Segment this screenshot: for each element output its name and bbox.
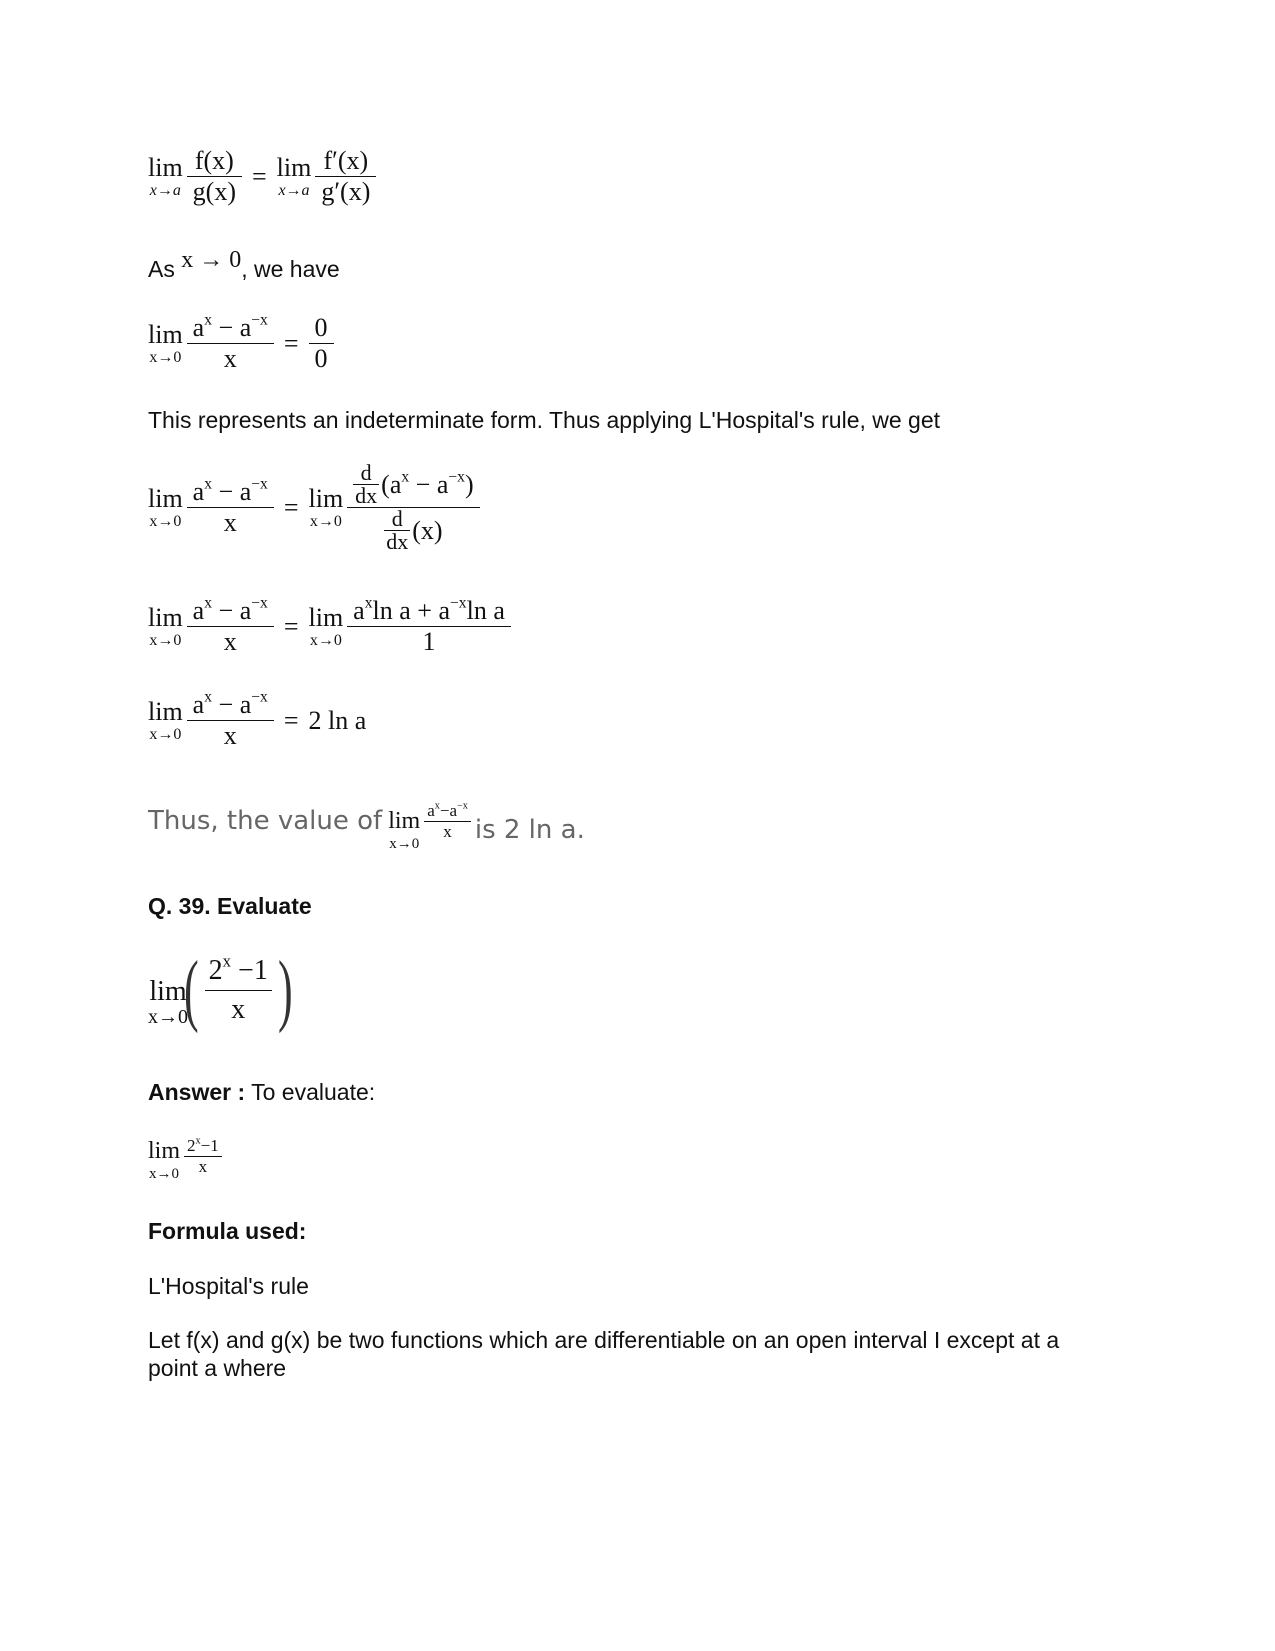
denominator: 0	[314, 344, 328, 373]
lim-word: lim	[148, 152, 183, 182]
numerator: $a^x - a^{-x}$	[192, 688, 268, 719]
lim-word: lim	[149, 976, 187, 1007]
derivative-evaluated-formula	[148, 596, 511, 657]
lim-word: lim	[308, 483, 344, 513]
fraction	[187, 146, 242, 207]
lim-subscript: x→0	[149, 725, 182, 743]
numerator: 2$^x$ −1	[208, 950, 268, 986]
answer-label: Answer :	[148, 1079, 246, 1105]
lim-subscript: x→a	[278, 181, 310, 199]
derivative-formula	[148, 462, 480, 553]
we-have-text: , we have	[241, 256, 340, 282]
as-x-to-zero-line	[148, 247, 340, 285]
formula-used-heading: Formula used:	[148, 1218, 307, 1244]
lim-subscript: x→0	[309, 512, 342, 530]
fraction	[315, 146, 376, 207]
numerator: $a^x - a^{-x}$	[192, 475, 268, 506]
conclusion-line	[148, 790, 585, 852]
question-heading: Q. 39. Evaluate	[148, 893, 312, 919]
numerator: $a^x - a^{-x}$	[192, 594, 268, 625]
thus-text: Thus, the value of	[148, 806, 383, 836]
numerator: $a^x\ln$ $a + a^{-x}\ln$ a	[353, 594, 505, 625]
denominator: g(x)	[192, 177, 236, 206]
denominator: $\frac{d}{dx}$ (x)	[386, 506, 443, 554]
fraction	[309, 313, 334, 374]
lim-word: lim	[148, 319, 183, 349]
result-value: 2 ln a	[308, 705, 367, 735]
answer-text: To evaluate:	[245, 1079, 376, 1105]
equals-sign: =	[283, 328, 299, 358]
as-text: As	[148, 256, 175, 282]
denominator: x	[443, 821, 452, 841]
equals-sign: =	[283, 492, 299, 522]
numerator: $a^x - a^{-x}$	[192, 311, 268, 342]
lim-subscript: x→0	[149, 348, 182, 366]
fraction	[347, 596, 511, 657]
lim-subscript: x→0	[149, 512, 182, 530]
numerator: 0	[314, 313, 328, 342]
lim-subscript: x→0	[148, 1006, 188, 1028]
indeterminate-formula	[148, 313, 334, 374]
lim-word: lim	[308, 602, 344, 632]
lim-word: lim	[276, 152, 312, 182]
denominator: x	[223, 627, 237, 656]
fraction	[187, 690, 274, 751]
denominator: x	[223, 508, 237, 537]
fraction	[187, 477, 274, 538]
lim-word: lim	[148, 602, 183, 632]
result-formula	[148, 690, 366, 751]
lhospital-formula	[148, 146, 376, 207]
answer-line	[148, 1077, 375, 1107]
numerator: f(x)	[194, 146, 234, 175]
is-value-text: is 2 ln a.	[474, 815, 585, 845]
denominator: x	[231, 993, 246, 1025]
evaluate-formula	[148, 1130, 222, 1182]
lim-subscript: x→0	[149, 631, 182, 649]
as-math: x → 0	[181, 247, 242, 273]
rule-name: L'Hospital's rule	[148, 1273, 309, 1299]
fraction	[187, 596, 274, 657]
fraction	[424, 801, 471, 842]
lim-word: lim	[148, 483, 183, 513]
equals-sign: =	[252, 161, 267, 191]
numerator: f′(x)	[323, 146, 369, 175]
numerator: $2^x-1$	[187, 1134, 219, 1155]
right-paren: )	[277, 946, 293, 1034]
question-formula	[148, 946, 298, 1034]
equals-sign: =	[283, 611, 299, 641]
let-paragraph: Let f(x) and g(x) be two functions which are differentiable on an open interval I except at a point a where	[148, 1327, 1060, 1381]
lim-subscript: x→a	[149, 181, 181, 199]
denominator: x	[223, 344, 237, 373]
denominator: x	[198, 1156, 208, 1176]
numerator: $\frac{d}{dx}$ $(a^x - a^{-x})$	[355, 460, 474, 508]
denominator: g′(x)	[321, 177, 371, 206]
numerator: $a^x-a^{-x}$	[427, 799, 468, 820]
fraction	[187, 313, 274, 374]
lim-subscript: x→0	[309, 631, 342, 649]
indeterminate-sentence: This represents an indeterminate form. Thus applying L'Hospital's rule, we get	[148, 407, 941, 433]
left-paren: (	[183, 946, 199, 1034]
lim-word: lim	[148, 696, 183, 726]
lim-word: lim	[388, 808, 421, 834]
fraction	[184, 1136, 222, 1177]
lim-subscript: x→0	[149, 1166, 179, 1182]
equals-sign: =	[283, 705, 299, 735]
denominator: 1	[422, 627, 436, 656]
lim-word: lim	[148, 1138, 181, 1164]
fraction	[199, 952, 278, 1029]
denominator: x	[223, 721, 237, 750]
lim-subscript: x→0	[389, 836, 420, 852]
fraction	[347, 462, 479, 553]
